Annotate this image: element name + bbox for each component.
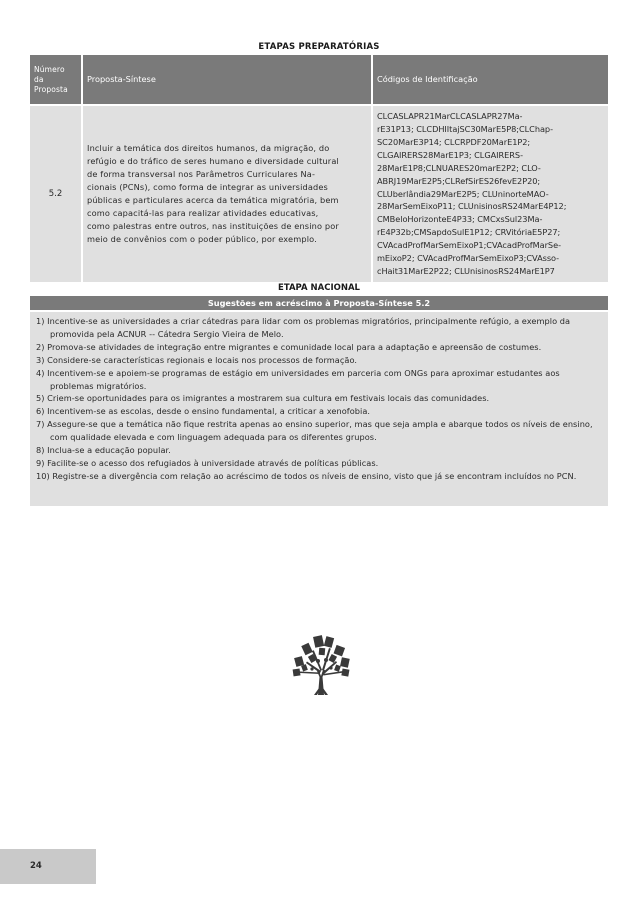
- suggestions-header: Sugestões em acréscimo à Proposta-Síntese 5.2: [30, 296, 608, 310]
- identification-codes: CLCASLAPR21MarCLCASLAPR27Ma- rE31P13; CLCDHIItajSC30MarE5P8;CLChap- SC20MarE3P14; CLCRPDF20MarE1P2; CLGAIRERS28MarE1P3; CLGAIRERS- 28MarE1P8;CLNUARES20marE2P2; CLO- ABRJ19MarE2P5;CLRefSirES26fevE2P20; CLUberlândia29MarE2P5; CLUninorteMAO- 28MarSemEixoP11; CLUnisinosRS24MarE4P12; CMBeloHorizonteE4P33; CMCxsSul23Ma- rE4P32b;CMSapdoSulE1P12; CRVitóriaE5P27; CVAcadProfMarSemEixoP1;CVAcadProfMarSe- mEixoP2; CVAcadProfMarSemEixoP3;CVAsso- cHait31MarE2P22; CLUnisinosRS24MarE1P7: [372, 105, 608, 282]
- proposal-number: 5.2: [30, 105, 82, 282]
- tree-of-books-icon: [290, 633, 352, 695]
- table-row: [30, 105, 608, 282]
- preparatory-table: [30, 55, 608, 282]
- page-number-block: [0, 849, 96, 884]
- list-item: 9) Facilite-se o acesso dos refugiados à universidade através de políticas públicas.: [36, 457, 379, 468]
- list-item: 4) Incentivem-se e apoiem-se programas de estágio em universidades em parceria com ONGs para aproximar estudantes aos problemas migratórios.: [36, 367, 560, 391]
- list-item: 1) Incentive-se as universidades a criar cátedras para lidar com os problemas migratórios, principalmente refúgio, a exemplo da promovida pela ACNUR -- Cátedra Sergio Vieira de Melo.: [36, 316, 571, 339]
- column-header-proposal: Proposta-Síntese: [82, 55, 372, 105]
- suggestions-list: [30, 312, 608, 506]
- page-number: 24: [30, 861, 42, 871]
- column-header-number: Número da Proposta: [30, 55, 82, 105]
- proposal-text: Incluir a temática dos direitos humanos, da migração, do refúgio e do tráfico de seres humano e diversidade cultural de forma transversal nos Parâmetros Curriculares Na- cionais (PCNs), como forma de integrar as universidades públicas e particulares acerca da temática migratória, bem como capacitá-las para realizar atividades educativas, como palestras entre outros, nas instituições de ensino por meio de convênios com o poder público, por exemplo.: [82, 105, 372, 282]
- list-item: 5) Criem-se oportunidades para os imigrantes a mostrarem sua cultura em festivais locais das comunidades.: [36, 393, 490, 404]
- column-header-codes: Códigos de Identificação: [372, 55, 608, 105]
- section-title: ETAPAS PREPARATÓRIAS: [258, 42, 380, 52]
- list-item: 3) Considere-se características regionais e locais nos processos de formação.: [36, 354, 358, 365]
- list-item: 7) Assegure-se que a temática não fique restrita apenas ao ensino superior, mas que seja ampla e abarque todos os níveis de ensino, com qualidade elevada e com linguagem adequada para os diferentes grupos.: [36, 419, 593, 443]
- list-item: 6) Incentivem-se as escolas, desde o ensino fundamental, a criticar a xenofobia.: [36, 406, 371, 417]
- table-header-row: [30, 55, 608, 105]
- list-item: 10) Registre-se a divergência com relação ao acréscimo de todos os níveis de ensino, visto que já se encontram incluídos no PCN.: [36, 470, 577, 481]
- list-item: 8) Inclua-se a educação popular.: [36, 445, 171, 456]
- list-item: 2) Promova-se atividades de integração entre migrantes e comunidade local para a adaptação e apreensão de costumes.: [36, 341, 542, 352]
- national-stage-title: ETAPA NACIONAL: [278, 283, 360, 293]
